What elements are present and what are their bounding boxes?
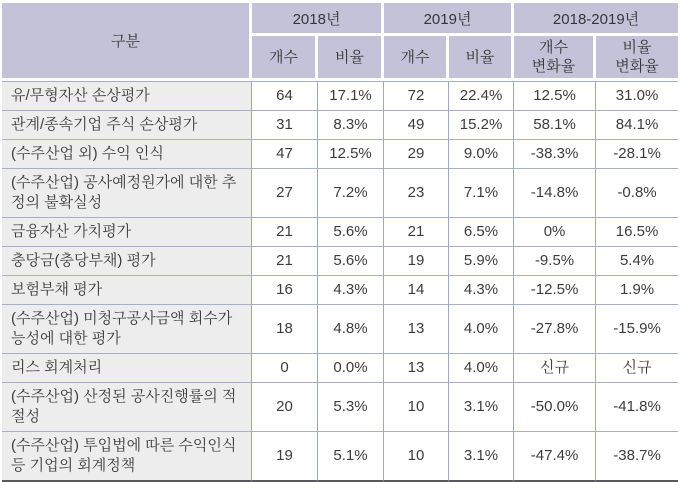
cell-ratio-change: 16.5%: [596, 217, 678, 246]
cell-ratio-2018: 4.3%: [318, 275, 384, 304]
cell-ratio-2018: 5.6%: [318, 217, 384, 246]
table-row: [2, 168, 678, 217]
cell-ratio-change: 84.1%: [596, 110, 678, 139]
cell-ratio-change: 1.9%: [596, 275, 678, 304]
cell-ratio-2019: 3.1%: [449, 431, 514, 482]
cell-count-change: 58.1%: [514, 110, 596, 139]
header-year-2018: 2018년: [252, 3, 384, 36]
cell-count-2018: 21: [252, 246, 318, 275]
header-count-change: [514, 36, 596, 81]
cell-count-2018: 0: [252, 353, 318, 382]
cell-count-2018: 64: [252, 81, 318, 110]
cell-count-change: -47.4%: [514, 431, 596, 482]
cell-count-2018: 31: [252, 110, 318, 139]
row-category: (수주산업) 공사예정원가에 대한 추정의 불확실성: [2, 168, 252, 217]
cell-count-change: -12.5%: [514, 275, 596, 304]
row-category: (수주산업 외) 수익 인식: [2, 139, 252, 168]
header-ratio-2018: 비율: [318, 36, 384, 81]
cell-count-2019: 29: [384, 139, 449, 168]
cell-ratio-change: 31.0%: [596, 81, 678, 110]
cell-count-2018: 18: [252, 304, 318, 353]
header-count-2019: 개수: [384, 36, 449, 81]
row-category: 관계/종속기업 주식 손상평가: [2, 110, 252, 139]
cell-ratio-2019: 15.2%: [449, 110, 514, 139]
table-row: [2, 431, 678, 482]
cell-ratio-2019: 4.0%: [449, 304, 514, 353]
summary-table: [2, 3, 678, 482]
cell-ratio-2019: 22.4%: [449, 81, 514, 110]
cell-count-change: 0%: [514, 217, 596, 246]
row-category: 리스 회계처리: [2, 353, 252, 382]
table-row: [2, 275, 678, 304]
cell-count-2019: 19: [384, 246, 449, 275]
cell-count-change: 12.5%: [514, 81, 596, 110]
cell-count-2019: 14: [384, 275, 449, 304]
table-row: [2, 382, 678, 431]
cell-count-2018: 21: [252, 217, 318, 246]
cell-ratio-2018: 4.8%: [318, 304, 384, 353]
header-count-change-line1: 개수: [539, 39, 569, 56]
cell-ratio-2018: 7.2%: [318, 168, 384, 217]
row-category: 유/무형자산 손상평가: [2, 81, 252, 110]
table-row: [2, 110, 678, 139]
header-year-2019: 2019년: [384, 3, 514, 36]
header-ratio-change-line2: 변화율: [615, 58, 659, 75]
cell-ratio-2019: 6.5%: [449, 217, 514, 246]
header-year-range: 2018-2019년: [514, 3, 678, 36]
row-category: 금융자산 가치평가: [2, 217, 252, 246]
cell-count-change: -14.8%: [514, 168, 596, 217]
cell-count-2019: 10: [384, 382, 449, 431]
cell-count-2019: 13: [384, 304, 449, 353]
cell-ratio-2018: 5.6%: [318, 246, 384, 275]
cell-count-2018: 47: [252, 139, 318, 168]
cell-count-change: -38.3%: [514, 139, 596, 168]
table-row: [2, 139, 678, 168]
cell-count-2019: 72: [384, 81, 449, 110]
cell-ratio-change: -38.7%: [596, 431, 678, 482]
header-count-change-line2: 변화율: [531, 58, 576, 75]
cell-ratio-2019: 7.1%: [449, 168, 514, 217]
cell-count-2019: 21: [384, 217, 449, 246]
row-category: 보험부채 평가: [2, 275, 252, 304]
row-category: (수주산업) 산정된 공사진행률의 적절성: [2, 382, 252, 431]
cell-ratio-2019: 4.3%: [449, 275, 514, 304]
cell-count-change: -50.0%: [514, 382, 596, 431]
cell-ratio-2019: 3.1%: [449, 382, 514, 431]
cell-count-2019: 49: [384, 110, 449, 139]
table-row: [2, 304, 678, 353]
cell-count-2018: 19: [252, 431, 318, 482]
cell-ratio-2019: 9.0%: [449, 139, 514, 168]
cell-count-2018: 27: [252, 168, 318, 217]
cell-count-2018: 16: [252, 275, 318, 304]
cell-ratio-2018: 5.3%: [318, 382, 384, 431]
header-ratio-change-line1: 비율: [622, 39, 652, 56]
cell-count-change: 신규: [514, 353, 596, 382]
cell-ratio-change: 신규: [596, 353, 678, 382]
cell-ratio-2018: 12.5%: [318, 139, 384, 168]
table-row: [2, 81, 678, 110]
cell-ratio-change: 5.4%: [596, 246, 678, 275]
row-category: 충당금(충당부채) 평가: [2, 246, 252, 275]
header-category: 구분: [2, 3, 252, 81]
cell-ratio-2018: 0.0%: [318, 353, 384, 382]
cell-ratio-2018: 17.1%: [318, 81, 384, 110]
table-row: [2, 246, 678, 275]
cell-ratio-change: -28.1%: [596, 139, 678, 168]
header-year-row: [2, 3, 678, 36]
cell-ratio-change: -41.8%: [596, 382, 678, 431]
row-category: (수주산업) 미청구공사금액 회수가능성에 대한 평가: [2, 304, 252, 353]
cell-ratio-2018: 5.1%: [318, 431, 384, 482]
cell-ratio-2019: 4.0%: [449, 353, 514, 382]
cell-ratio-2018: 8.3%: [318, 110, 384, 139]
table-row: [2, 353, 678, 382]
cell-count-2019: 23: [384, 168, 449, 217]
row-category: (수주산업) 투입법에 따른 수익인식 등 기업의 회계정책: [2, 431, 252, 482]
header-count-2018: 개수: [252, 36, 318, 81]
table-body: [2, 81, 678, 482]
table-row: [2, 217, 678, 246]
cell-count-2019: 13: [384, 353, 449, 382]
cell-ratio-2019: 5.9%: [449, 246, 514, 275]
header-ratio-change: [596, 36, 678, 81]
cell-ratio-change: -0.8%: [596, 168, 678, 217]
cell-count-2019: 10: [384, 431, 449, 482]
cell-count-change: -9.5%: [514, 246, 596, 275]
header-ratio-2019: 비율: [449, 36, 514, 81]
cell-count-change: -27.8%: [514, 304, 596, 353]
table-header: [2, 3, 678, 81]
cell-count-2018: 20: [252, 382, 318, 431]
cell-ratio-change: -15.9%: [596, 304, 678, 353]
